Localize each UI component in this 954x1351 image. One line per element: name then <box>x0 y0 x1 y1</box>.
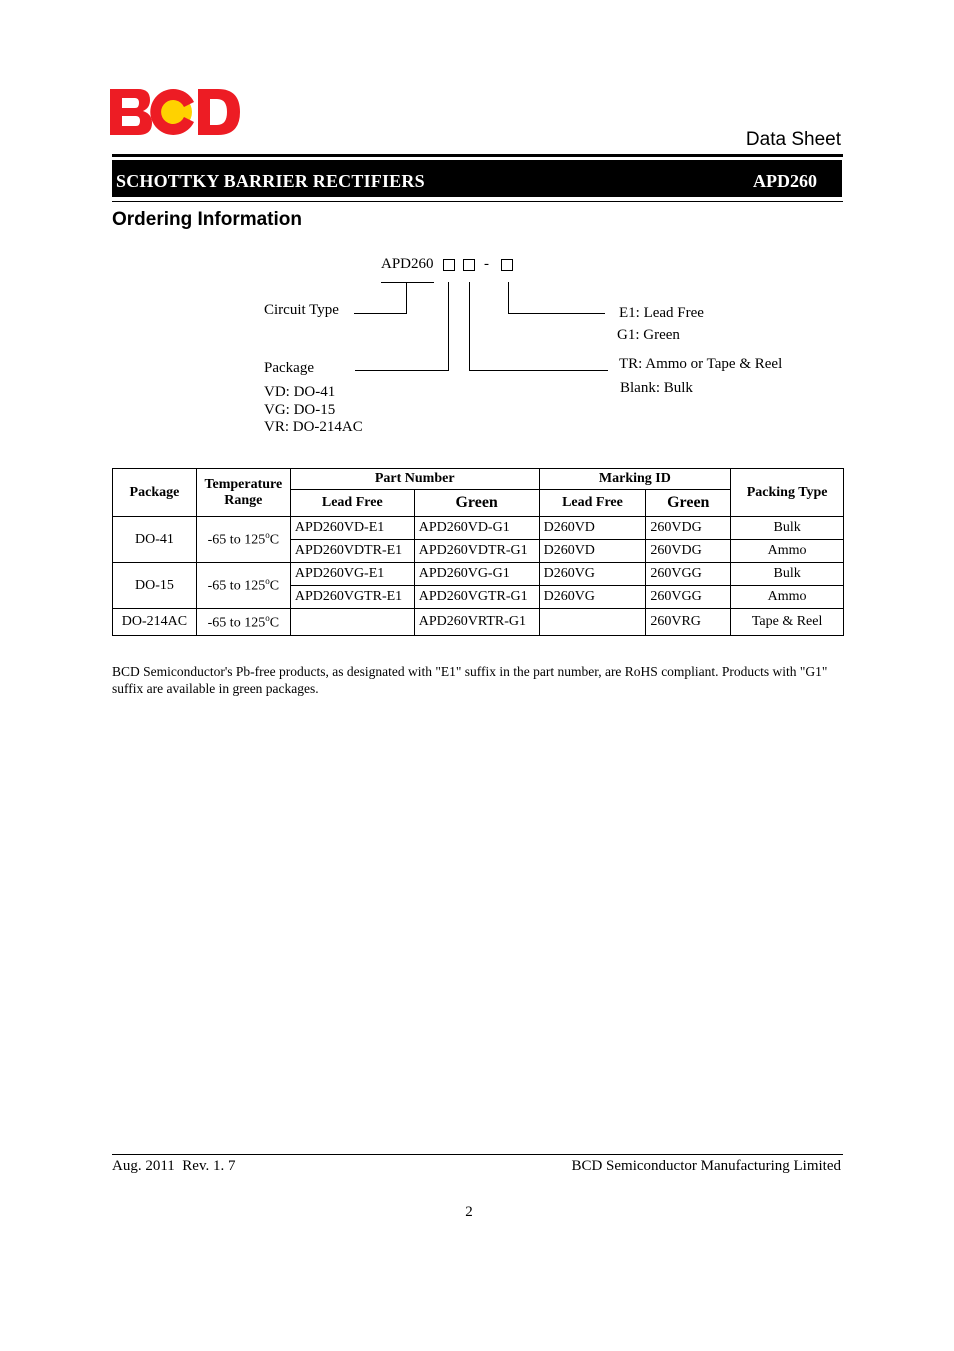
pn-green-cell: APD260VGTR-G1 <box>414 586 539 609</box>
package-label: Package <box>264 360 314 376</box>
pn-lead-free-cell <box>290 609 414 636</box>
packing-cell: Tape & Reel <box>731 609 844 636</box>
package-cell: DO-214AC <box>113 609 197 636</box>
diagram-dash: - <box>484 256 489 272</box>
connector-line <box>469 282 470 371</box>
pn-lead-free-cell: APD260VD-E1 <box>290 517 414 540</box>
connector-line <box>354 313 407 314</box>
mk-green-cell: 260VRG <box>646 609 731 636</box>
connector-line <box>406 282 407 314</box>
diagram-prefix: APD260 <box>381 256 434 272</box>
packing-cell: Ammo <box>731 586 844 609</box>
bcd-logo <box>110 89 240 135</box>
code-box-3 <box>501 259 513 271</box>
connector-line <box>381 282 434 283</box>
connector-line <box>508 313 605 314</box>
package-cell: DO-15 <box>113 563 197 609</box>
packing-option: Blank: Bulk <box>620 380 693 396</box>
header-package: Package <box>113 469 197 517</box>
mk-green-cell: 260VGG <box>646 586 731 609</box>
header-part-number: Part Number <box>290 469 539 490</box>
page-number: 2 <box>465 1204 473 1220</box>
header-rule-thick <box>112 154 843 157</box>
connector-line <box>355 370 449 371</box>
table-header-row <box>113 469 844 490</box>
header-pn-green: Green <box>414 490 539 517</box>
suffix-option: E1: Lead Free <box>619 305 704 321</box>
footer-date-revision: Aug. 2011 Rev. 1. 7 <box>112 1158 236 1174</box>
table-row <box>113 517 844 540</box>
header-marking-id: Marking ID <box>539 469 731 490</box>
connector-line <box>508 282 509 314</box>
mk-green-cell: 260VDG <box>646 540 731 563</box>
header-mk-green: Green <box>646 490 731 517</box>
pn-lead-free-cell: APD260VGTR-E1 <box>290 586 414 609</box>
temp-range-cell: -65 to 125$^o$C <box>196 517 290 563</box>
mk-lead-free-cell: D260VD <box>539 540 646 563</box>
temp-range-cell: -65 to 125$^o$C <box>196 609 290 636</box>
footer-company: BCD Semiconductor Manufacturing Limited <box>571 1158 841 1174</box>
header-mk-lead-free: Lead Free <box>539 490 646 517</box>
header-temperature-range: Temperature Range <box>196 469 290 517</box>
packing-cell: Ammo <box>731 540 844 563</box>
package-option: VG: DO-15 <box>264 402 336 418</box>
header-pn-lead-free: Lead Free <box>290 490 414 517</box>
header-packing-type: Packing Type <box>731 469 844 517</box>
suffix-option: G1: Green <box>617 327 680 343</box>
package-option: VD: DO-41 <box>264 384 336 400</box>
pn-green-cell: APD260VD-G1 <box>414 517 539 540</box>
document-title: SCHOTTKY BARRIER RECTIFIERS <box>116 171 425 191</box>
package-cell: DO-41 <box>113 517 197 563</box>
packing-cell: Bulk <box>731 517 844 540</box>
table-row <box>113 609 844 636</box>
mk-lead-free-cell: D260VG <box>539 586 646 609</box>
packing-option: TR: Ammo or Tape & Reel <box>619 356 783 372</box>
mk-lead-free-cell <box>539 609 646 636</box>
code-box-2 <box>463 259 475 271</box>
logo-letter-b <box>110 89 152 135</box>
logo-letter-d <box>198 89 240 135</box>
mk-green-cell: 260VDG <box>646 517 731 540</box>
title-bar <box>112 160 842 197</box>
ordering-table <box>112 468 844 636</box>
code-box-1 <box>443 259 455 271</box>
pn-green-cell: APD260VDTR-G1 <box>414 540 539 563</box>
mk-green-cell: 260VGG <box>646 563 731 586</box>
footer-rule <box>112 1154 843 1155</box>
package-option: VR: DO-214AC <box>264 419 363 435</box>
mk-lead-free-cell: D260VD <box>539 517 646 540</box>
pn-green-cell: APD260VRTR-G1 <box>414 609 539 636</box>
circuit-type-label: Circuit Type <box>264 302 339 318</box>
temp-range-cell: -65 to 125$^o$C <box>196 563 290 609</box>
table-row <box>113 563 844 586</box>
connector-line <box>448 282 449 371</box>
rohs-note: BCD Semiconductor's Pb-free products, as designated with "E1" suffix in the part number, are RoHS compliant. Products with "G1" suffix are available in green packages. <box>112 664 828 696</box>
mk-lead-free-cell: D260VG <box>539 563 646 586</box>
part-number-title: APD260 <box>753 171 817 191</box>
pn-lead-free-cell: APD260VG-E1 <box>290 563 414 586</box>
section-title: Ordering Information <box>112 209 302 230</box>
connector-line <box>469 370 608 371</box>
doc-type-label: Data Sheet <box>745 129 841 150</box>
packing-cell: Bulk <box>731 563 844 586</box>
header-rule-thin <box>112 201 843 202</box>
pn-green-cell: APD260VG-G1 <box>414 563 539 586</box>
pn-lead-free-cell: APD260VDTR-E1 <box>290 540 414 563</box>
